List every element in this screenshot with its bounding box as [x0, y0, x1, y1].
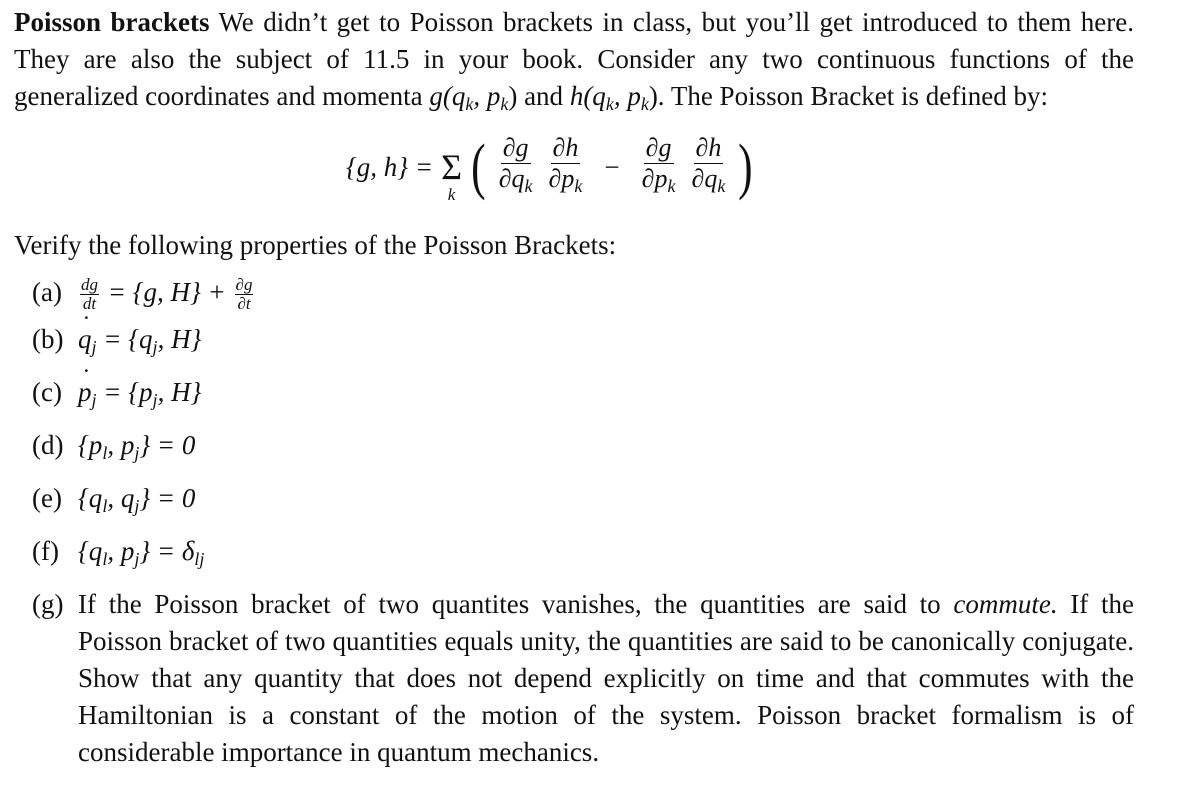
- property-f: [14, 533, 1134, 578]
- document: [14, 4, 1134, 771]
- summation: [441, 149, 462, 205]
- sum-index: k: [447, 185, 456, 204]
- commute-emphasis: commute.: [953, 589, 1058, 620]
- display-equation: [346, 133, 758, 204]
- section-title: Poisson brackets: [14, 7, 210, 37]
- property-a: [14, 274, 1134, 313]
- open-paren: (: [471, 133, 486, 201]
- property-d-expression: {$p_l$, $p_j\} = 0$: [78, 430, 196, 464]
- item-label: (a): [32, 277, 62, 307]
- fraction-dh-dqk: $\frac{\partial h}{\partial q_k}$: [691, 133, 726, 196]
- item-label: (c): [32, 377, 62, 408]
- fraction-dh-dpk: $\frac{\partial h}{\partial p_k}$: [548, 133, 583, 196]
- property-list: [14, 274, 1134, 771]
- partial-time-fraction: $\frac{\partial g}{\partial t}$: [235, 275, 253, 314]
- item-label: (g): [32, 589, 64, 620]
- verify-instruction: Verify the following properties of the Poisson Brackets:: [14, 230, 617, 260]
- total-derivative-fraction: $\frac{dg}{dt}$: [81, 275, 98, 314]
- equation-lhs: {g, h} =: [346, 151, 434, 182]
- fraction-dg-dpk: $\frac{\partial g}{\partial p_k}$: [641, 133, 676, 196]
- property-b: [14, 321, 1134, 366]
- property-e: [14, 480, 1134, 525]
- item-label: (e): [32, 483, 62, 514]
- sigma-symbol: Σ: [441, 147, 463, 187]
- and-word: and: [517, 81, 570, 111]
- property-g: [14, 586, 1134, 771]
- property-f-expression: {$q_l$, $p_j\} = \delta_{lj}$: [78, 536, 205, 570]
- minus-sign: −: [604, 151, 620, 182]
- item-label: (b): [32, 324, 64, 355]
- property-d: [14, 427, 1134, 472]
- g-function: $g(q_k$, $p_k$): [429, 81, 518, 114]
- close-paren: ): [738, 133, 753, 201]
- property-a-expression: = {g, H} +: [101, 277, 233, 307]
- poisson-bracket-definition: [14, 125, 1134, 227]
- property-b-expression: q $˙_j = \{q_j$, H}: [78, 324, 201, 354]
- item-label: (d): [32, 430, 64, 461]
- property-c-expression: p $˙_j = \{p_j$, H}: [78, 377, 201, 407]
- intro-paragraph: [14, 4, 1134, 123]
- intro-text-2: The Poisson Bracket is defined by:: [664, 81, 1049, 111]
- h-function: $h(q_k$, $p_k$).: [569, 81, 665, 114]
- property-g-text-2: If the Poisson bracket of two quantities equals unity, the quantities are said to be canonically conjugate. Show that any quantity that does not depend explicitly on time and that commutes with the Hamiltonian is a constant of the motion of the system. Poisson bracket formalism is of considerable importance in quantum mechanics.: [78, 589, 1134, 768]
- property-c: [14, 374, 1134, 419]
- item-label: (f): [32, 536, 59, 567]
- intro-text-1: We didn’t get to Poisson brackets in class, but you’ll get introduced to them here. They are also the subject of 11.5 in your book. Consider any two continuous functions of the generalized coordinates and momenta: [14, 7, 1134, 111]
- property-e-expression: {$q_l$, $q_j\} = 0$: [78, 483, 196, 517]
- fraction-dg-dqk: $\frac{\partial g}{\partial q_k}$: [498, 133, 533, 196]
- property-g-text-1: If the Poisson bracket of two quantites vanishes, the quantities are said to: [78, 589, 954, 620]
